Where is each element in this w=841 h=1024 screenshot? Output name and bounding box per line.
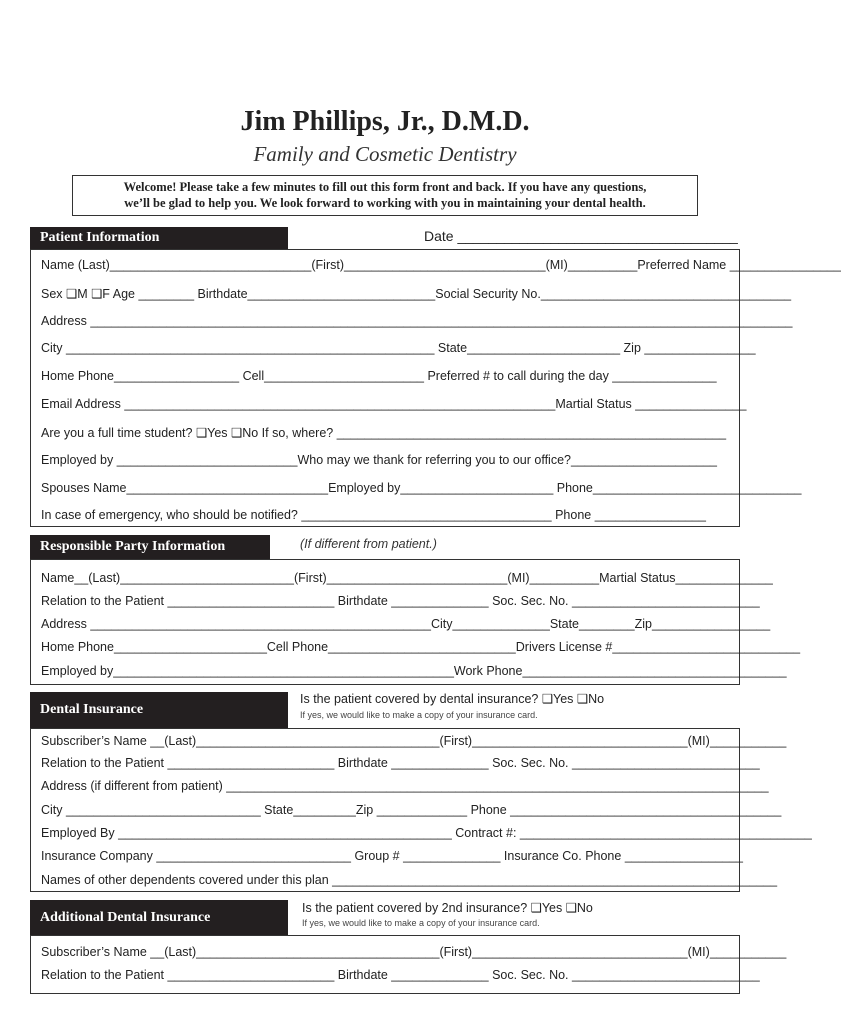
responsible-name-row[interactable]: Name__(Last)_________________________(First)__________________________(MI)__________Martial Status______________ — [41, 571, 773, 585]
welcome-line-2: we’ll be glad to help you. We look forward to working with you in maintaining your dental health. — [124, 196, 646, 210]
patient-emergency-row[interactable]: In case of emergency, who should be notified? ____________________________________ Phone ________________ — [41, 508, 706, 522]
additional-relation-row[interactable]: Relation to the Patient ________________________ Birthdate ______________ Soc. Sec. No. ___________________________ — [41, 968, 760, 982]
additional-subscriber-row[interactable]: Subscriber’s Name __(Last)___________________________________(First)_______________________________(MI)___________ — [41, 945, 787, 959]
dental-coverage-question[interactable]: Is the patient covered by dental insurance? ❑Yes ❑No — [300, 692, 605, 706]
dental-coverage-note: If yes, we would like to make a copy of your insurance card. — [300, 710, 538, 720]
additional-coverage-question[interactable]: Is the patient covered by 2nd insurance? ❑Yes ❑No — [302, 901, 593, 915]
patient-name-row[interactable]: Name (Last)_____________________________(First)_____________________________(MI)__________Preferred Name ________________ — [41, 258, 841, 272]
dental-employed-row[interactable]: Employed By ________________________________________________ Contract #: __________________________________________ — [41, 826, 812, 840]
dental-company-row[interactable]: Insurance Company ____________________________ Group # ______________ Insurance Co. Phone _________________ — [41, 849, 743, 863]
additional-insurance-heading: Additional Dental Insurance — [30, 900, 288, 935]
page-title: Jim Phillips, Jr., D.M.D. — [240, 106, 530, 137]
dental-city-row[interactable]: City ____________________________ State_________Zip _____________ Phone _______________________________________ — [41, 803, 782, 817]
responsible-phone-row[interactable]: Home Phone______________________Cell Phone___________________________Drivers License #___________________________ — [41, 640, 801, 654]
patient-employed-row[interactable]: Employed by __________________________Who may we thank for referring you to our office?_____________________ — [41, 453, 717, 467]
responsible-party-note: (If different from patient.) — [300, 537, 437, 551]
welcome-line-1: Welcome! Please take a few minutes to fill out this form front and back. If you have any questions, — [123, 180, 647, 194]
patient-sex-row[interactable]: Sex ❑M ❑F Age ________ Birthdate___________________________Social Security No.____________________________________ — [41, 287, 792, 301]
patient-email-row[interactable]: Email Address ______________________________________________________________Martial Status ________________ — [41, 397, 747, 411]
patient-student-row[interactable]: Are you a full time student? ❑Yes ❑No If so, where? ________________________________________________________ — [41, 426, 727, 440]
dental-address-row[interactable]: Address (if different from patient) ______________________________________________________________________________ — [41, 779, 769, 793]
welcome-box — [72, 175, 698, 216]
dental-subscriber-row[interactable]: Subscriber’s Name __(Last)___________________________________(First)_______________________________(MI)___________ — [41, 734, 787, 748]
patient-address-row[interactable]: Address _____________________________________________________________________________________________________ — [41, 314, 793, 328]
dental-insurance-heading: Dental Insurance — [30, 692, 288, 728]
additional-insurance-box — [30, 935, 787, 994]
responsible-relation-row[interactable]: Relation to the Patient ________________________ Birthdate ______________ Soc. Sec. No. ___________________________ — [41, 594, 760, 608]
patient-spouse-row[interactable]: Spouses Name_____________________________Employed by______________________ Phone______________________________ — [41, 481, 802, 495]
patient-phone-row[interactable]: Home Phone__________________ Cell_______________________ Preferred # to call during the day _______________ — [41, 369, 717, 383]
additional-coverage-note: If yes, we would like to make a copy of your insurance card. — [302, 918, 540, 928]
page-subtitle: Family and Cosmetic Dentistry — [253, 142, 517, 166]
patient-city-row[interactable]: City _____________________________________________________ State______________________ Zip ________________ — [41, 341, 756, 355]
responsible-address-row[interactable]: Address _________________________________________________City______________State________Zip_________________ — [41, 617, 771, 631]
patient-info-heading: Patient Information — [30, 227, 288, 249]
responsible-party-heading: Responsible Party Information — [30, 535, 270, 559]
dental-relation-row[interactable]: Relation to the Patient ________________________ Birthdate ______________ Soc. Sec. No. ___________________________ — [41, 756, 760, 770]
date-field[interactable]: Date ____________________________________ — [424, 228, 738, 244]
responsible-employed-row[interactable]: Employed by_________________________________________________Work Phone______________________________________ — [41, 664, 787, 678]
dental-dependents-row[interactable]: Names of other dependents covered under this plan ________________________________________________________________ — [41, 873, 778, 887]
